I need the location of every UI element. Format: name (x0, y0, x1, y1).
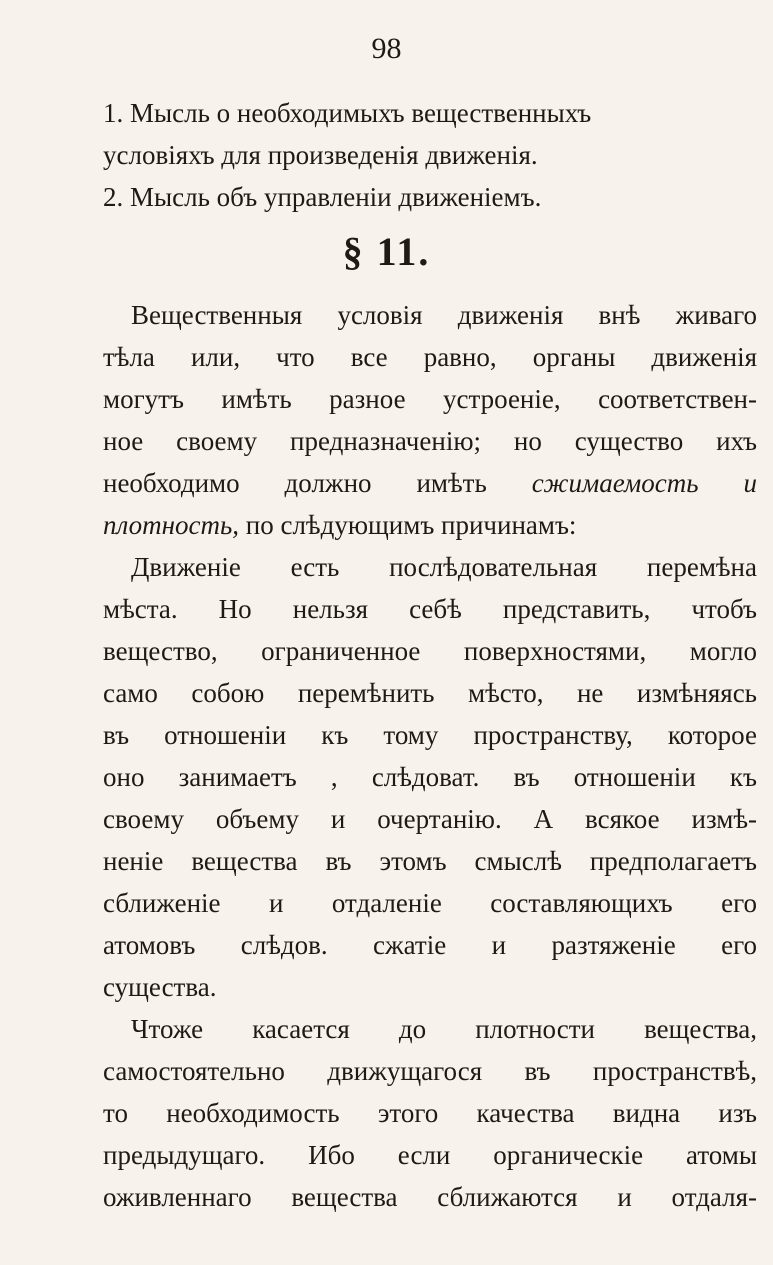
list-item-1-line-1: 1. Мысль о необходимыхъ вещественныхъ (103, 98, 592, 128)
paragraph-2-line-7: своему объему и очертанію. А всякое измѣ- (103, 804, 757, 834)
section-heading: § 11. (342, 229, 431, 274)
paragraph-1-line-5-text: необходимо должно имѣть (103, 468, 487, 498)
emphasis-density: плотность, (103, 510, 240, 540)
list-item-1-line-2: условіяхъ для произведенія движенія. (103, 140, 538, 170)
paragraph-2-line-6: оно занимаетъ , слѣдоват. въ отношеніи къ (103, 762, 757, 792)
paragraph-3-line-3: то необходимость этого качества видна изъ (103, 1098, 757, 1128)
paragraph-1-line-6 (103, 510, 757, 541)
page-number: 98 (371, 32, 402, 65)
emphasis-compressibility: сжимаемость и (531, 468, 757, 498)
paragraph-2-line-1: Движеніе есть послѣдовательная перемѣна (131, 552, 757, 582)
paragraph-2-line-10: атомовъ слѣдов. сжатіе и разтяженіе его (103, 930, 757, 960)
paragraph-1-line-3: могутъ имѣть разное устроеніе, соответствен- (103, 384, 757, 414)
paragraph-3-line-2: самостоятельно движущагося въ пространствѣ, (103, 1056, 757, 1086)
paragraph-3-line-4: предыдущаго. Ибо если органическіе атомы (103, 1140, 757, 1170)
paragraph-2-line-11: существа. (103, 972, 217, 1002)
paragraph-1-line-5 (103, 468, 757, 499)
paragraph-2-line-4: само собою перемѣнить мѣсто, не измѣняясь (103, 678, 757, 708)
paragraph-2-line-8: неніе вещества въ этомъ смыслѣ предполагаетъ (103, 846, 757, 876)
paragraph-2-line-9: сближеніе и отдаленіе составляющихъ его (103, 888, 757, 918)
paragraph-1-line-6-text: по слѣдующимъ причинамъ: (239, 510, 577, 540)
paragraph-2-line-5: въ отношеніи къ тому пространству, которое (103, 720, 757, 750)
paragraph-1-line-1: Вещественныя условія движенія внѣ живаго (131, 300, 757, 330)
paragraph-1-line-4: ное своему предназначенію; но существо ихъ (103, 426, 757, 456)
paragraph-2-line-2: мѣста. Но нельзя себѣ представить, чтобъ (103, 594, 757, 624)
paragraph-3-line-5: оживленнаго вещества сближаются и отдаля- (103, 1182, 757, 1212)
list-item-2-line-1: 2. Мысль объ управленіи движеніемъ. (103, 182, 542, 212)
paragraph-2-line-3: вещество, ограниченное поверхностями, могло (103, 636, 757, 666)
paragraph-1-line-2: тѣла или, что все равно, органы движенія (103, 342, 757, 372)
paragraph-3-line-1: Чтоже касается до плотности вещества, (131, 1014, 757, 1044)
